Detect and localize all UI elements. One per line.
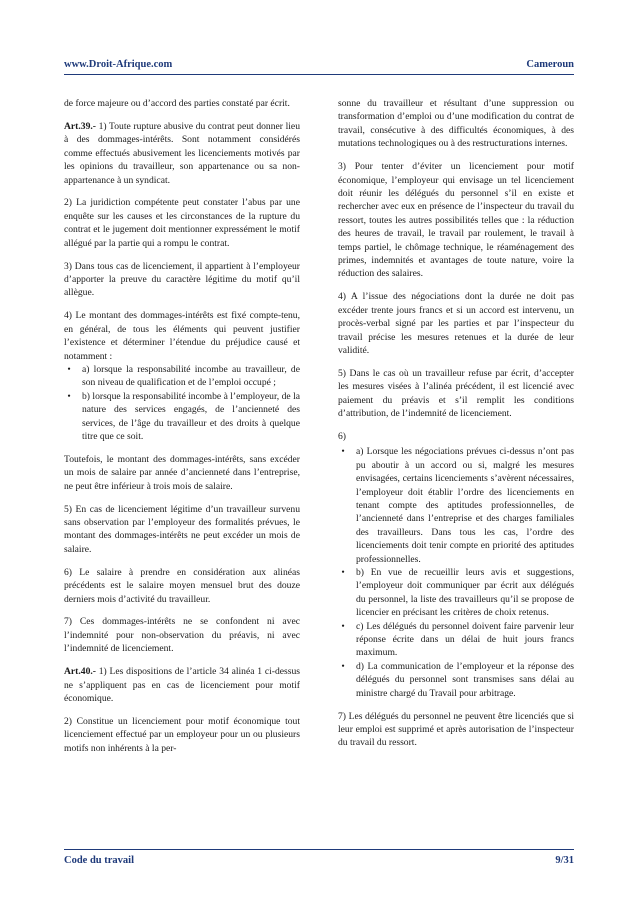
list-item: • b) lorsque la responsabilité incombe à l’employeur, de la nature des services engagés, de l’ancienneté des services, de l’âge du travailleur et des droits à quelque titre que ce soit.: [64, 390, 300, 444]
bullet-icon: •: [341, 660, 345, 672]
bullet-list: [338, 445, 574, 700]
bullet-icon: •: [67, 390, 71, 402]
right-column: [338, 97, 574, 759]
list-item: • d) La communication de l’employeur et la réponse des délégués du personnel sont transmises sans délai au ministre chargé du Travail pour arbitrage.: [338, 660, 574, 700]
paragraph: sonne du travailleur et résultant d’une suppression ou transformation d’emploi ou d’une modification du contrat de travail, consécutive à des difficultés économiques, à des mutations technologiques ou à des restructurations internes.: [338, 98, 574, 150]
bullet-icon: •: [67, 363, 71, 375]
paragraph: 7) Ces dommages-intérêts ne se confondent ni avec l’indemnité pour non-observation du préavis, ni avec l’indemnité de licenciement.: [64, 616, 300, 655]
header-country: Cameroun: [526, 59, 574, 70]
bullet-icon: •: [341, 446, 345, 458]
bullet-icon: •: [341, 567, 345, 578]
paragraph: 3) Pour tenter d’éviter un licenciement pour motif économique, l’employeur qui envisage un tel licenciement doit réunir les délégués du personnel s’il en existe et rechercher avec eux en présence de l’inspecteur du travail du ressort, toutes les autres possibilités telles que : la réduction des heures de travail, le travail par roulement, le travail à temps partiel, le chômage technique, le réaménagement des primes, indemnités et avantages de toute nature, voire la réduction des salaires.: [338, 161, 574, 280]
paragraph: 5) En cas de licenciement légitime d’un travailleur survenu sans observation par l’employeur des formalités prévues, le montant des dommages-intérêts ne peut excéder un mois de salaire.: [64, 503, 300, 555]
paragraph: 4) Le montant des dommages-intérêts est fixé compte-tenu, en général, de tous les éléments qui peuvent justifier l’existence et déterminer l’étendue du préjudice causé et notamment :: [64, 310, 300, 362]
paragraph: 3) Dans tous cas de licenciement, il appartient à l’employeur d’apporter la preuve du caractère légitime du motif qu’il allègue.: [64, 260, 300, 299]
list-item: • b) En vue de recueillir leurs avis et suggestions, l’employeur doit communiquer par écrit aux délégués du personnel, la liste des travailleurs qu’il se propose de licencier en précisant les critères de choix retenus.: [338, 566, 574, 620]
page-number: 9/31: [555, 855, 574, 866]
paragraph: 2) La juridiction compétente peut constater l’abus par une enquête sur les causes et les circonstances de la rupture du contrat et le jugement doit mentionner expressément le motif allégué par la partie qui a rompu le contrat.: [64, 197, 300, 249]
list-item: • a) lorsque la responsabilité incombe au travailleur, de son niveau de qualification et de l’emploi occupé ;: [64, 363, 300, 390]
paragraph: 7) Les délégués du personnel ne peuvent être licenciés que si leur emploi est supprimé et après autorisation de l’inspecteur du travail du ressort.: [338, 710, 574, 749]
bullet-icon: •: [341, 620, 345, 632]
paragraph: 6) Le salaire à prendre en considération aux alinéas précédents est le salaire moyen mensuel brut des douze derniers mois d’activité du travailleur.: [64, 566, 300, 605]
article-40-paragraph-1: Art.40.- 1) Les dispositions de l’article 34 alinéa 1 ci-dessus ne s’appliquent pas en cas de licenciement pour motif économique.: [64, 666, 300, 704]
article-heading: Art.39.-: [64, 120, 96, 132]
header-site-name: www.Droit-Afrique.com: [64, 59, 173, 70]
article-39-paragraph-1: Art.39.- 1) Toute rupture abusive du contrat peut donner lieu à des dommages-intérêts. Sont notamment considérés comme effectués abusivement les licenciements motivés par les opinions du travailleur, son appartenance ou sa non-appartenance à un syndicat.: [64, 120, 300, 186]
paragraph: de force majeure ou d’accord des parties constaté par écrit.: [64, 98, 290, 109]
paragraph: 6): [338, 430, 346, 442]
page-footer: [64, 849, 574, 871]
bullet-list: [64, 363, 300, 443]
footer-document-title: Code du travail: [64, 855, 135, 866]
page-header: [64, 58, 574, 75]
paragraph: 2) Constitue un licenciement pour motif économique tout licenciement effectué par un employeur pour un ou plusieurs motifs non inhérents à la per-: [64, 715, 300, 754]
paragraph: 4) A l’issue des négociations dont la durée ne doit pas excéder trente jours francs et si un accord est intervenu, un procès-verbal signé par les parties et par l’inspecteur du travail précise les mesures retenues et la durée de leur validité.: [338, 291, 574, 356]
article-heading: Art.40.-: [64, 666, 96, 678]
list-item: • c) Les délégués du personnel doivent faire parvenir leur réponse écrite dans un délai de huit jours francs maximum.: [338, 620, 574, 660]
list-item: • a) Lorsque les négociations prévues ci-dessus n’ont pas pu aboutir à un accord ou si, malgré les mesures envisagées, certains licenciements s’avèrent nécessaires, l’employeur doit établir l’ordre des licenciements en tenant compte des aptitudes professionnelles, de l’ancienneté dans l’entreprise et des charges familiales des travailleurs. Dans tous les cas, l’ordre des licenciements doit tenir compte en priorité des aptitudes professionnelles.: [338, 445, 574, 566]
paragraph: Toutefois, le montant des dommages-intérêts, sans excéder un mois de salaire par année d’ancienneté dans l’entreprise, ne peut être inférieur à trois mois de salaire.: [64, 453, 300, 492]
left-column: [64, 97, 300, 765]
paragraph: 5) Dans le cas où un travailleur refuse par écrit, d’accepter les mesures visées à l’alinéa précédent, il est licencié avec paiement du préavis et s’il remplit les conditions d’attribution, de l’indemnité de licenciement.: [338, 367, 574, 420]
